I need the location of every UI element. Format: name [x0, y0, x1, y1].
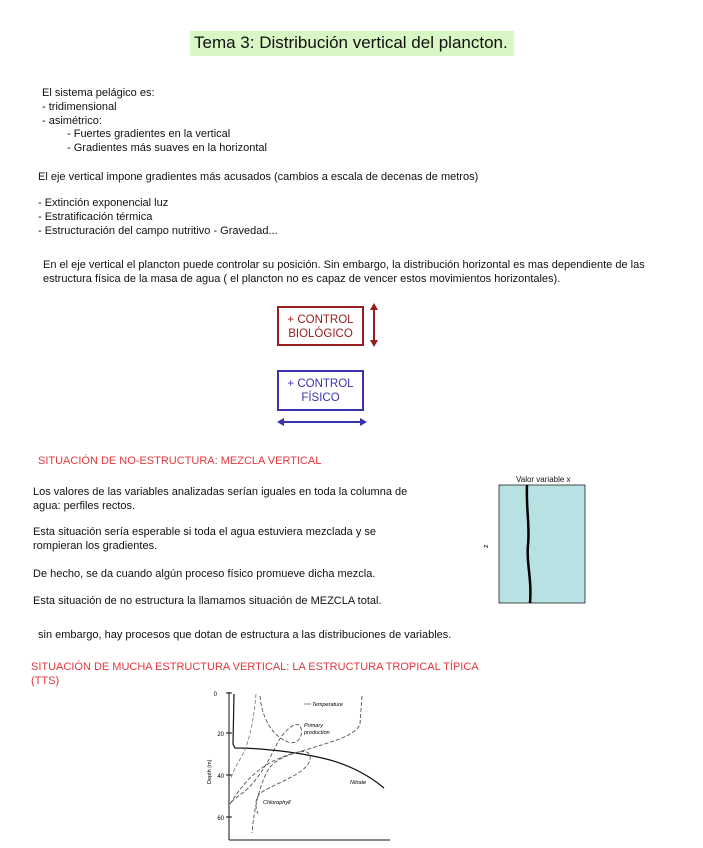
- section1-text: De hecho, se da cuando algún proceso físico promueve dicha mezcla.: [33, 568, 376, 580]
- mixing-profile-chart: [480, 470, 590, 606]
- tts-ytick: 20: [217, 732, 224, 738]
- primary-label: production: [304, 730, 330, 736]
- mix-xlabel: Valor variable x: [516, 475, 571, 484]
- tts-ylabel: Depth (m): [207, 759, 213, 784]
- section1-text: sin embargo, hay procesos que dotan de estructura a las distribuciones de variables.: [38, 629, 452, 641]
- horizontal-double-arrow-icon: [276, 415, 368, 429]
- box-label: + CONTROL: [287, 314, 354, 326]
- intro-line: - asimétrico:: [42, 115, 102, 127]
- primary-label: Primary: [304, 723, 323, 729]
- intro-subitem: - Fuertes gradientes en la vertical: [67, 128, 231, 140]
- tts-ytick: 40: [217, 774, 224, 780]
- section-heading-mixing: SITUACIÓN DE NO-ESTRUCTURA: MEZCLA VERTICAL: [38, 455, 322, 467]
- section-heading-tts: (TTS): [31, 675, 60, 687]
- secondary-profile-line: [231, 694, 256, 778]
- paragraph-line: estructura física de la masa de agua ( el plancton no es capaz de vencer estos movimientos horizontales).: [43, 273, 561, 285]
- section1-text: Esta situación de no estructura la llamamos situación de MEZCLA total.: [33, 595, 382, 607]
- mix-plot-area: [499, 485, 585, 603]
- chlorophyll-label: Chlorophyll: [263, 800, 291, 806]
- cause-item: - Estratificación térmica: [38, 211, 153, 223]
- box-label: + CONTROL: [287, 378, 354, 390]
- tts-profile-chart: [200, 688, 392, 846]
- eje-statement: El eje vertical impone gradientes más acusados (cambios a escala de decenas de metros): [38, 171, 479, 183]
- paragraph-line: En el eje vertical el plancton puede controlar su posición. Sin embargo, la distribución horizontal es mas dependiente de las: [43, 259, 645, 271]
- temperature-label: Temperature: [312, 702, 343, 708]
- temperature-line: [252, 696, 362, 833]
- section1-text: agua: perfiles rectos.: [33, 500, 136, 512]
- section1-text: Esta situación sería esperable si toda el agua estuviera mezclada y se: [33, 526, 377, 538]
- physical-control-box: [277, 370, 364, 411]
- cause-item: - Extinción exponencial luz: [38, 197, 169, 209]
- cause-item: - Estructuración del campo nutritivo - Gravedad...: [38, 225, 278, 237]
- box-label: BIOLÓGICO: [288, 328, 353, 340]
- intro-subitem: - Gradientes más suaves en la horizontal: [67, 142, 267, 154]
- section1-text: rompieran los gradientes.: [33, 540, 158, 552]
- tts-ytick: 0: [213, 692, 217, 698]
- tts-ytick: 60: [217, 816, 224, 822]
- intro-line: El sistema pelágico es:: [42, 87, 155, 99]
- nitrate-label: Nitrate: [350, 780, 367, 786]
- mix-ylabel: z: [483, 544, 490, 548]
- biological-control-box: [277, 306, 364, 346]
- box-label: FÍSICO: [301, 392, 340, 404]
- intro-line: - tridimensional: [42, 101, 117, 113]
- page-title: Tema 3: Distribución vertical del plancton.: [190, 31, 514, 56]
- vertical-double-arrow-icon: [366, 302, 382, 348]
- section1-text: Los valores de las variables analizadas serían iguales en toda la columna de: [33, 486, 408, 498]
- section-heading-tts: SITUACIÓN DE MUCHA ESTRUCTURA VERTICAL: LA ESTRUCTURA TROPICAL TÍPICA: [31, 661, 479, 673]
